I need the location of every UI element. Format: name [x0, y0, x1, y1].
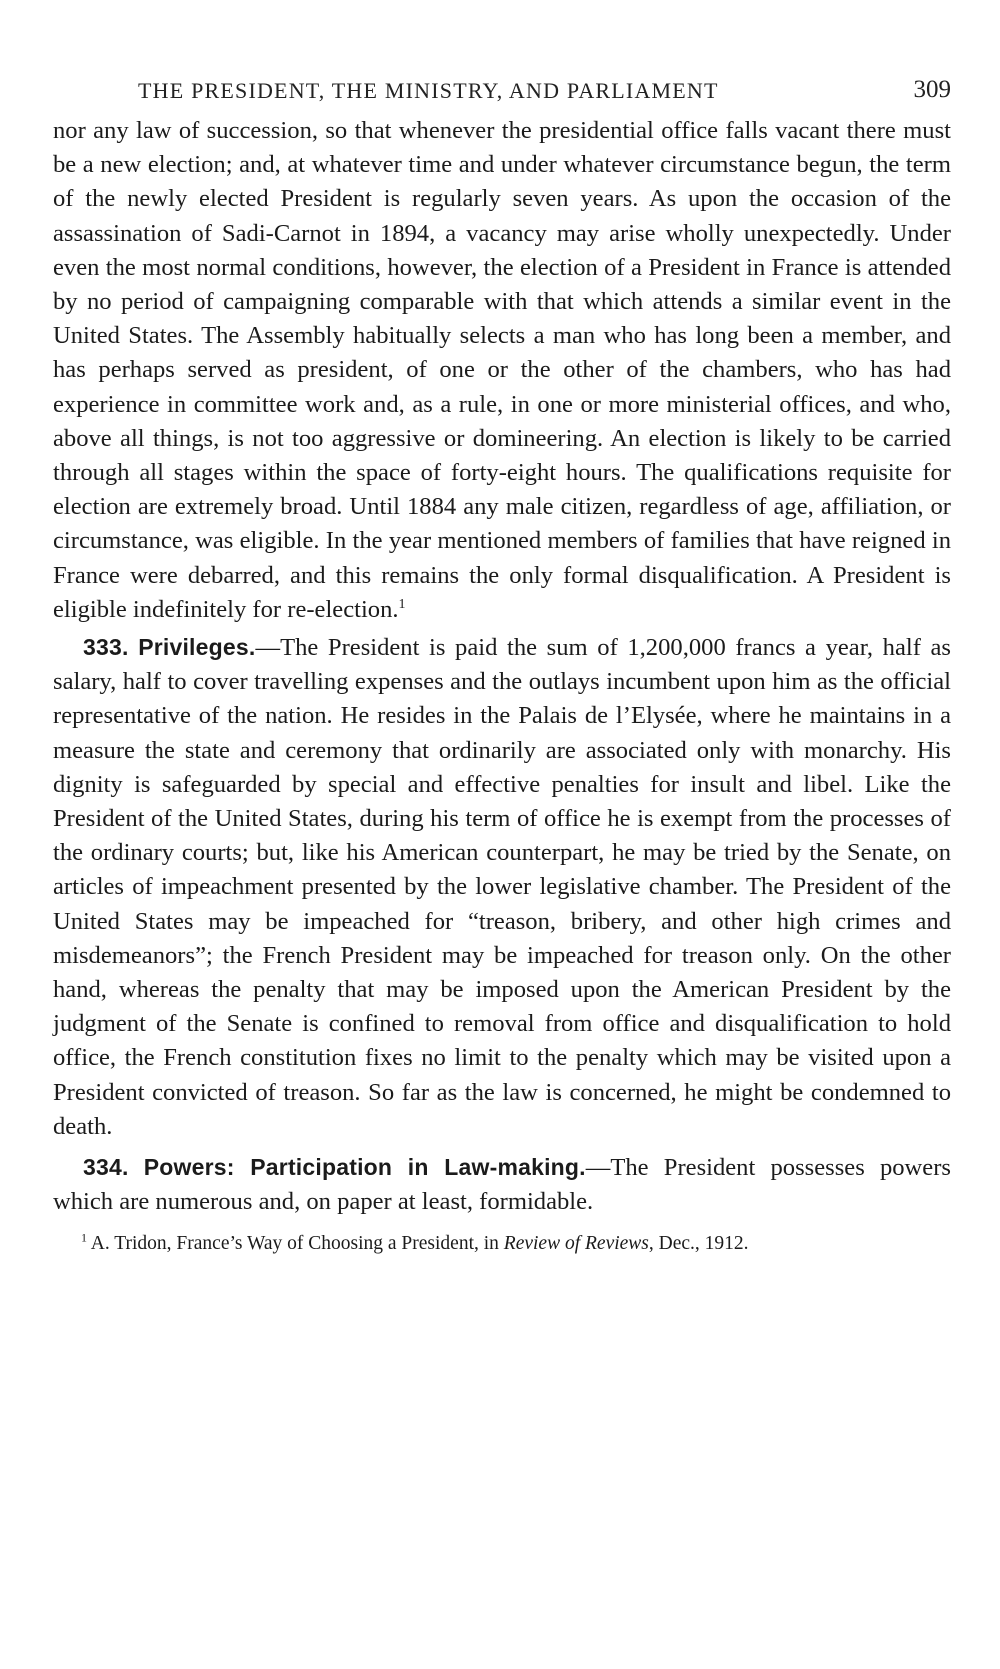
paragraph-continuation: [53, 114, 951, 627]
footnote-publication: Review of Reviews: [503, 1232, 649, 1254]
running-head: [53, 72, 951, 108]
footnote-text: A. Tridon, France’s Way of Choosing a President, in: [87, 1232, 504, 1254]
section-powers: [53, 1150, 951, 1219]
paragraph-text: nor any law of succession, so that whenever the presidential office falls vacant there must be a new election; and, at whatever time and under whatever circumstance begun, the term of the newly elected President is regularly seven years. As upon the occasion of the assassination of Sadi-Carnot in 1894, a vacancy may arise wholly unexpectedly. Under even the most normal conditions, however, the election of a President in France is attended by no period of campaigning comparable with that which attends a similar event in the United States. The Assembly habitually selects a man who has long been a member, and has perhaps served as president, of one or the other of the chambers, who has had experience in committee work and, as a rule, in one or more ministerial offices, and who, above all things, is not too aggressive or domineering. An election is likely to be carried through all stages within the space of forty-eight hours. The qualifications requisite for election are extremely broad. Until 1884 any male citizen, regardless of age, affiliation, or circumstance, was eligible. In the year mentioned members of families that have reigned in France were debarred, and this remains the only formal disqualification. A President is eligible indefinitely for re-election.: [53, 117, 951, 623]
paragraph-text: —The President possesses powers which are numerous and, on paper at least, formidable.: [53, 1154, 951, 1216]
footnote-marker: 1: [81, 1230, 87, 1244]
paragraph-text: —The President is paid the sum of 1,200,000 francs a year, half as salary, half to cover travelling expenses and the outlays incumbent upon him as the official representative of the nation. He resides in the Palais de l’Elysée, where he maintains in a measure the state and ceremony that ordinarily are associated only with monarchy. His dignity is safeguarded by special and effective penalties for insult and libel. Like the President of the United States, during his term of office he is exempt from the processes of the ordinary courts; but, like his American counterpart, he may be tried by the Senate, on articles of impeachment presented by the lower legislative chamber. The President of the United States may be impeached for “treason, bribery, and other high crimes and misdemeanors”; the French President may be impeached for treason only. On the other hand, whereas the penalty that may be imposed upon the American President by the judgment of the Senate is confined to removal from office and disqualification to hold office, the French constitution fixes no limit to the penalty which may be visited upon a President convicted of treason. So far as the law is concerned, he might be condemned to death.: [53, 634, 951, 1140]
section-privileges: [53, 630, 951, 1144]
section-heading: Powers: Participation in Law-making.: [143, 1154, 586, 1181]
running-title: THE PRESIDENT, THE MINISTRY, AND PARLIAMENT: [138, 78, 719, 103]
footnote: [53, 1230, 951, 1257]
section-number: 333.: [83, 634, 129, 661]
page-number: 309: [913, 76, 951, 103]
footnote-date: , Dec., 1912.: [648, 1232, 749, 1254]
body-text: [53, 114, 951, 1220]
section-number: 334.: [83, 1154, 129, 1181]
section-heading: Privileges.: [138, 634, 256, 661]
footnote-reference: 1: [398, 596, 406, 612]
book-page: [53, 72, 951, 1257]
